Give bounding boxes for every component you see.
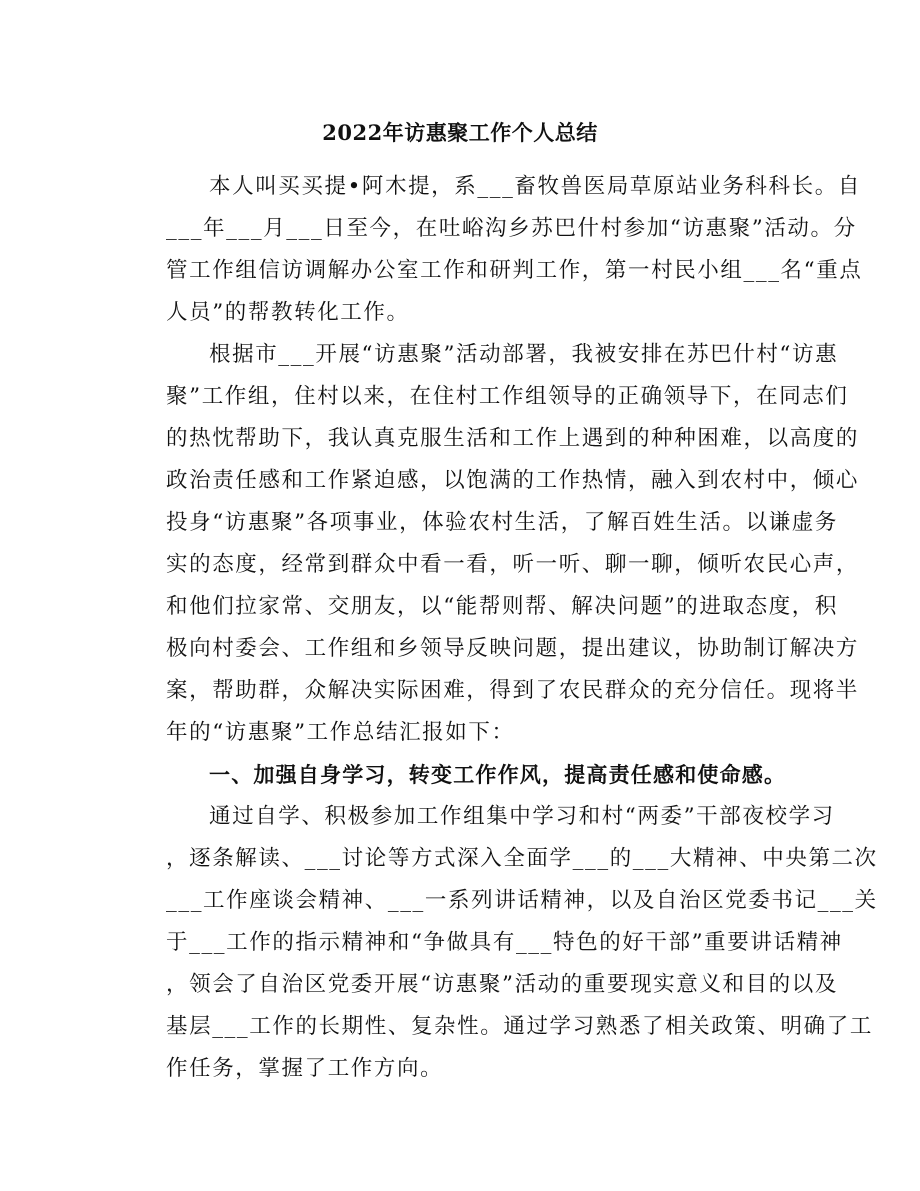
paragraph-3-line-7: 作任务，掌握了工作方向。	[166, 1056, 444, 1081]
section-heading-1: 一、加强自身学习，转变工作作风，提高责任感和使命感。	[209, 762, 787, 787]
paragraph-3-line-2: ，逐条解读、___讨论等方式深入全面学___的___大精神、中央第二次	[166, 846, 878, 871]
paragraph-2-line-10: 年的“访惠聚”工作总结汇报如下：	[166, 720, 515, 745]
paragraph-2-line-8: 极向村委会、工作组和乡领导反映问题，提出建议，协助制订解决方	[166, 636, 860, 661]
paragraph-2-line-9: 案，帮助群，众解决实际困难，得到了农民群众的充分信任。现将半	[166, 678, 860, 703]
paragraph-3-line-4: 于___工作的指示精神和“争做具有___特色的好干部”重要讲话精神	[166, 930, 843, 955]
paragraph-1-line-3: 管工作组信访调解办公室工作和研判工作，第一村民小组___名“重点	[166, 258, 863, 283]
paragraph-3-line-6: 基层___工作的长期性、复杂性。通过学习熟悉了相关政策、明确了工	[166, 1014, 873, 1039]
paragraph-2-line-6: 实的态度，经常到群众中看一看，听一听、聊一聊，倾听农民心声，	[166, 552, 860, 577]
paragraph-3-line-3: ___工作座谈会精神、___一系列讲话精神，以及自治区党委书记___关	[166, 888, 878, 913]
paragraph-2-line-5: 投身“访惠聚”各项事业，体验农村生活，了解百姓生活。以谦虚务	[166, 510, 838, 535]
paragraph-1-line-1: 本人叫买买提•阿木提，系___畜牧兽医局草原站业务科科长。自	[209, 174, 861, 199]
paragraph-2-line-4: 政治责任感和工作紧迫感，以饱满的工作热情，融入到农村中，倾心	[166, 468, 860, 493]
paragraph-1-line-2: ___年___月___日至今，在吐峪沟乡苏巴什村参加“访惠聚”活动。分	[166, 216, 857, 241]
paragraph-2-line-3: 的热忱帮助下，我认真克服生活和工作上遇到的种种困难，以高度的	[166, 426, 860, 451]
paragraph-2-line-2: 聚”工作组，住村以来，在住村工作组领导的正确领导下，在同志们	[166, 384, 849, 409]
paragraph-3-line-5: ，领会了自治区党委开展“访惠聚”活动的重要现实意义和目的以及	[166, 972, 838, 997]
paragraph-3-line-1: 通过自学、积极参加工作组集中学习和村“两委”干部夜校学习	[209, 804, 835, 829]
paragraph-2-line-1: 根据市___开展“访惠聚”活动部署，我被安排在苏巴什村“访惠	[209, 342, 839, 367]
paragraph-2-line-7: 和他们拉家常、交朋友，以“能帮则帮、解决问题”的进取态度，积	[166, 594, 838, 619]
paragraph-1-line-4: 人员”的帮教转化工作。	[166, 300, 410, 325]
document-title: 2022年访惠聚工作个人总结	[322, 120, 598, 145]
